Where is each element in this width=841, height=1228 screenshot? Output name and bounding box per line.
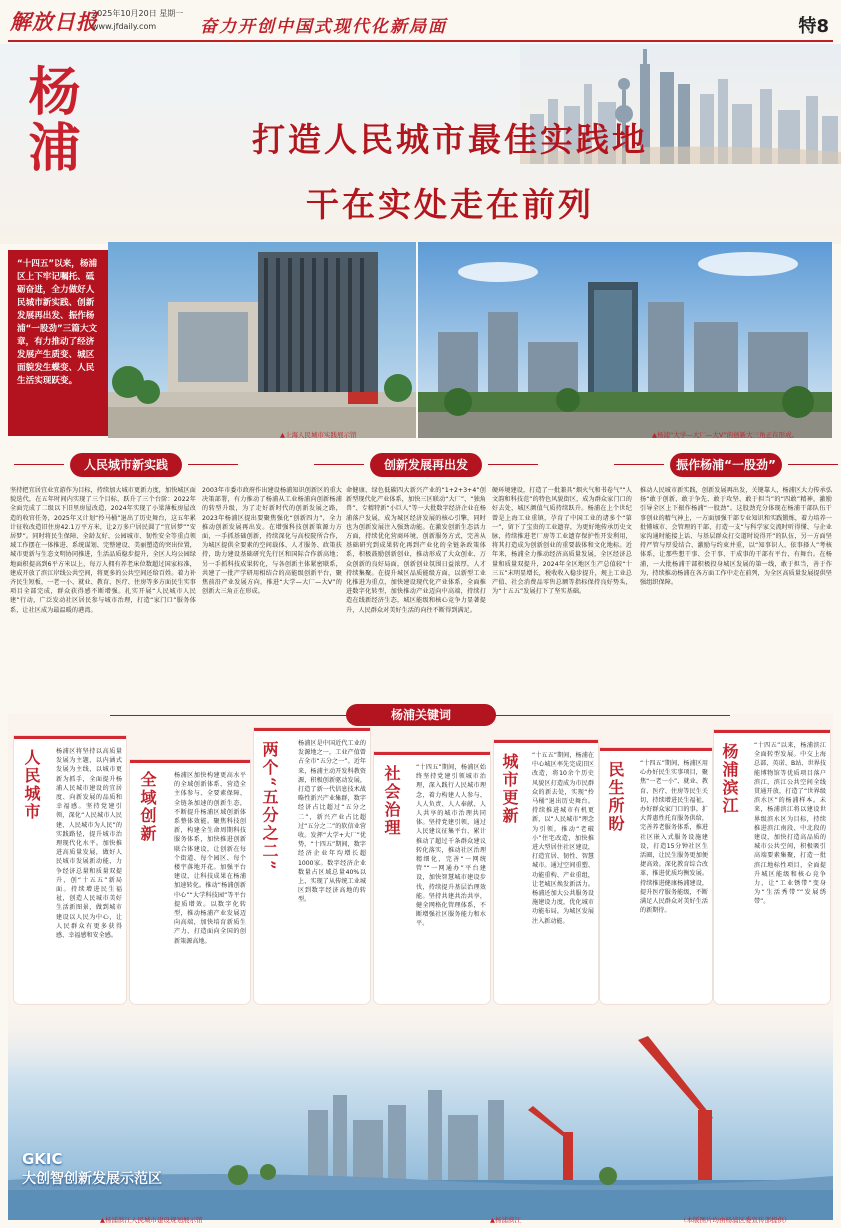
keyword-text: “十五五”期间，杨浦在中心城区率先完成旧区改造，将10余个历史风貌区打造成为市民群众的新去处，实现“拎马桶”退出历史舞台。持续推进城市有机更新，以“人民城市”理念为引领，推动“老破小”住宅改造，加快推进大型居住社区建设，打造宜居、韧性、智慧城市。通过空间重塑、功能重构、产业重组，让老城区焕发新活力。杨浦还加大公共服务设施建设力度，优化城市功能布局，为城区发展注入新动能。 [532,752,594,925]
main-headline [150,114,750,226]
bottom-left-caption: ▲杨浦滨江人民城市建设规划展示馆 [100,1216,203,1224]
site-url[interactable]: www.jfdaily.com [92,22,157,31]
innovation-triangle-photo[interactable] [418,242,832,438]
keyword-title: 杨浦滨江 [720,743,739,815]
gkic-logo: GKIC [22,1150,63,1168]
article-column-2: 2003年市委市政府作出建设杨浦知识创新区的重大决策部署，有力推动了杨浦从工业杨浦向创新杨浦的转型升级，为了走好新时代的创新发展之路，2023年杨浦区提出要聚焦强化“创新四力”，全力推动创新发展再出发。在增强科技创新策源力方面，一手抓基础创新，持续深化与高校院所合作，为城区提供全要素的空间载体、人才服务、政策扶持，助力建设基础研究先行区和国际合作新高地；另一手抓科技成果转化，与各创新主体紧密联系，共建了一批产学研用相结合的高能级创新平台，聚焦前沿产业发展方向，推进“大学—大厂—大V”的创新大三角正在形成。 [202,487,342,596]
headline-line-1: 打造人民城市最佳实践地 [252,120,648,159]
section-innovation[interactable]: 创新发展再出发 [370,453,482,477]
article-column-4: 硬环境建设，打造了一批兼具“烟火气和书卷气”“人文韵和科技范”的特色风貌街区，成为群众家门口的好去处，城区颜值气质持续跃升。杨浦在上个世纪曾是上海工业重镇，孕育了中国工业的诸多个“第一”，留下了宝贵的工业遗存，为更好地传承历史文脉，持续推进老厂房等工业遗存保护性开发利用，将其打造成为创新创业的重要载体和文化地标。近年来，杨浦全力推动经济高质量发展，全区经济总量和质量双提升，2024年全区地区生产总值较“十三五”末明显增长，税收收入稳步提升，规上工业总产值、社会消费品零售总额等指标保持良好势头，为“十五五”发展打下了坚实基础。 [492,487,632,596]
keyword-card[interactable] [600,748,712,1004]
article-column-1: 坚持把宜居宜业宜游作为目标，持续加大城市更新力度，加快城区面貌迭代，在五年时间内实现了三个目标，跃升了三个台阶：2022年全面完成了二级以下旧里房屋改造，2024年实现了小梁薄板房屋改造的收官任务，2025年又计划“拎马桶”退出了历史舞台，这五年累计征收改造旧住房42.1万平方米，让2万多户居民圆了“宜居梦”“安居梦”。同时将民生保障、全龄友好、公园城市、韧性安全等重点领域工作摆在一体推进、系统谋划、完整建设、美丽塑造的突出位置，城市更新与生态文明协同推进，生活品质稳步提升，全区人均公园绿地面积提高到6平方米以上，每万人拥有养老床位数超过国家标准，建成开放了滨江岸线公共空间，将更多的公共空间还给百姓。着力补齐民生短板，一老一小、就业、教育、医疗、住房等多方面民生实事项目全部完成，群众获得感不断增强。扎实开展“人民城市人民建”行动，广泛发动社区居民参与城市治理，打造“家门口”服务体系，让社区成为最温暖的港湾。 [10,487,196,614]
keyword-card[interactable] [254,728,370,1004]
aerial-city-image [418,242,832,438]
section-people-city[interactable]: 人民城市新实践 [70,453,182,477]
keyword-text: “十四五”以来，杨浦滨江全面转型发展。中交上海总部、英诺、B站、世界技能博物馆等优质项目落户滨江，滨江公共空间全线贯通开放，打造了“世界级滨水区”的杨浦样本。未来，杨浦滨江将以建设世界级滨水区为目标，持续推进滨江南段、中北段的建设，加快打造高品质的城市公共空间，积极吸引高端要素集聚，打造一批滨江地标性项目，全面提升城区能级和核心竞争力，让“工业锈带”变身为“生活秀带”“发展绣带”。 [754,742,826,906]
bottom-right-caption: （本版图片均由杨浦区委宣传部提供） [680,1216,791,1224]
keyword-title: 全域创新 [138,771,157,843]
keyword-text: 杨浦区加快构建更高水平的全域创新体系，营造全主体参与、全要素保障、全链条加速的创新生态，不断提升杨浦区域创新体系整体效能。聚焦科技创新，构建全生命周期科技服务体系，加快推进创新联合体建设，让创新在每个街道、每个园区、每个楼宇落地开花。加强平台建设，让科技成果在杨浦加速转化。推动“杨浦创新中心”“大学科技园”等平台提质增效。以数字化转型，推动杨浦产业发展迈向高端，加快培育新质生产力，打造面向全国的创新策源高地。 [174,772,246,945]
gkic-banner [22,1150,162,1188]
photo-b-caption: ▲杨浦“大学—大厂—大V”的创新大三角正在形成。 [652,431,799,439]
headline-line-2: 干在实处走在前列 [306,185,594,224]
exhibition-hall-image [108,242,416,438]
lead-paragraph: “十四五”以来，杨浦区上下牢记嘱托、砥砺奋进，全力做好人民城市新实践、创新发展再出发、振作杨浦“一股劲”三篇大文章，有力推动了经济发展产生质变、城区面貌发生蝶变、人民生活实现跃变。 [8,250,108,436]
keyword-text: “十四五”期间，杨浦区用心办好民生实事项目，聚焦“一老一小”、就业、教育、医疗、住房等民生关切，持续增进民生福祉，办好群众家门口的事。扩大普惠性托育服务供给，完善养老服务体系，推进社区嵌入式服务设施建设，打造15分钟社区生活圈，让民生服务更加便捷高效。深化教育综合改革，推进优质均衡发展。持续推进健康杨浦建设，提升医疗服务能级，不断满足人民群众对美好生活的新期待。 [640,760,708,915]
page-number: 特8 [798,16,829,37]
keyword-text: 杨浦区是中国近代工业的发源地之一，工业产值曾占全市“五分之一”。近年来，杨浦主动开发科教资源，积极创新驱动发展，打造了新一代信息技术战略性新兴产业集群，数字经济占比超过“五分之二”，新兴产业占比超过“五分之二”的软信业营收。发挥“大学+大厂”优势，“十四五”期间，数字经济企业年均增长超1000家。数字经济企业数量占区域总量40%以上，实现了从传统工业城区到数字经济高地的转型。 [298,740,366,904]
keyword-card[interactable] [494,740,598,1004]
gkic-title: 大创智创新发展示范区 [22,1171,162,1187]
district-name: 杨浦 [19,64,80,176]
section-yangpu-spirit[interactable]: 振作杨浦“一股劲” [670,453,782,477]
keyword-card[interactable] [14,736,126,1004]
keyword-text: 杨浦区将坚持以高质量发展为主题，以内涵式发展为主线，以城市更新为抓手，全面提升杨浦人民城市建设的宜居度、向新发展的品质和幸福感。坚持党建引领，深化“人民城市人民建、人民城市为人民”的实践路径，提升城市治理现代化水平。加快推进高质量发展，做好人民城市发展新动能，力争经济总量和质量双提升，创“十五五”新局面。持续增进民生福祉，创造人民城市美好生活新图景，做到城市建设以人民为中心，让人民群众有更多获得感、幸福感和安全感。 [56,748,122,940]
hero-banner [0,44,841,244]
keywords-title[interactable]: 杨浦关键词 [346,704,496,726]
keyword-title: 城市更新 [500,753,519,825]
keyword-title: 两个“五分之二” [260,741,279,872]
keyword-title: 人民城市 [22,749,41,821]
masthead [0,0,841,42]
newspaper-logo[interactable]: 解放日报 [10,9,98,34]
keyword-card[interactable] [374,752,490,1004]
article-column-5: 推动人民城市新实践，创新发展再出发，关键靠人，杨浦区大力传承弘扬“敢于创新、敢于争先、敢于攻坚、敢于担当”的“四敢”精神，激励引导全区上下振作杨浦“一股劲”。这股劲充分体现在杨浦干部队伍干事创业的精气神上，一方面加强干部专业知识和实践锻炼，着力培养一批懂城市、会管理的干部，打造一支“与科学家交流时听得懂、与企业家沟通时能接上话、与基层群众打交道时说得开”的队伍，另一方面坚持严管与厚爱结合、激励与约束并重，以“知事识人、依事择人”考核体系，让那些想干事、会干事、干成事的干部有平台、有舞台。在杨浦，一大批杨浦干部积极投身城区发展的第一线，敢于担当，善于作为，持续推动杨浦在各方面工作中走在前列，为全区高质量发展提供坚强组织保障。 [640,487,832,587]
keyword-card[interactable] [130,760,250,1004]
photo-a-caption: ▲上海人民城市实践展示馆 [280,431,357,439]
masthead-rule [8,40,833,42]
exhibition-hall-photo[interactable] [108,242,416,438]
article-column-3: 命健康、绿色低碳四大新兴产业的“1+2+3+4”创新型现代化产业体系，加快三区联动“大厂”、“独角兽”、专精特新“小巨人”等一大批数字经济企业在杨浦落户发展，成为城区经济发展的核心引擎，同时也为创新发展注入强劲动能。在激发创新生态活力方面，持续优化营商环境，创新服务方式，完善从基础研究到成果转化再到产业化的全链条政策体系，积极鼓励创新创业，推动形成了大众创业、万众创新的良好局面，创新创业氛围日益浓厚，人才持续集聚。在提升城区品质能级方面，以新型工业化推进为重点，加快建设现代化产业体系，全面推进数字化转型，加快推动产业迈向中高端，持续打造在线新经济生态，城区能级和核心竞争力显著提升，人民群众对美好生活的向往不断得到满足。 [346,487,486,614]
keyword-text: “十四五”期间，杨浦区始终坚持党建引领城市治理，深入践行人民城市理念，着力构建人人参与、人人负责、人人奉献、人人共享的城市治理共同体。坚持党建引领，通过人民建议征集平台，累计推动了超过千条群众建议转化落实，推动社区治理精细化，完善“一网统管”“一网通办”平台建设，加快智慧城市建设步伐，持续提升基层治理效能。坚持共建共治共享，健全网格化管理体系，不断增强社区服务能力和水平。 [416,764,486,928]
page-slogan: 奋力开创中国式现代化新局面 [200,17,447,37]
keyword-title: 民生所盼 [606,761,625,833]
keyword-title: 社会治理 [382,765,401,837]
issue-date: 2025年10月20日 星期一 [92,9,184,18]
bottom-mid-caption: ▲杨浦滨江 [490,1216,521,1224]
keyword-card[interactable] [714,730,830,1004]
